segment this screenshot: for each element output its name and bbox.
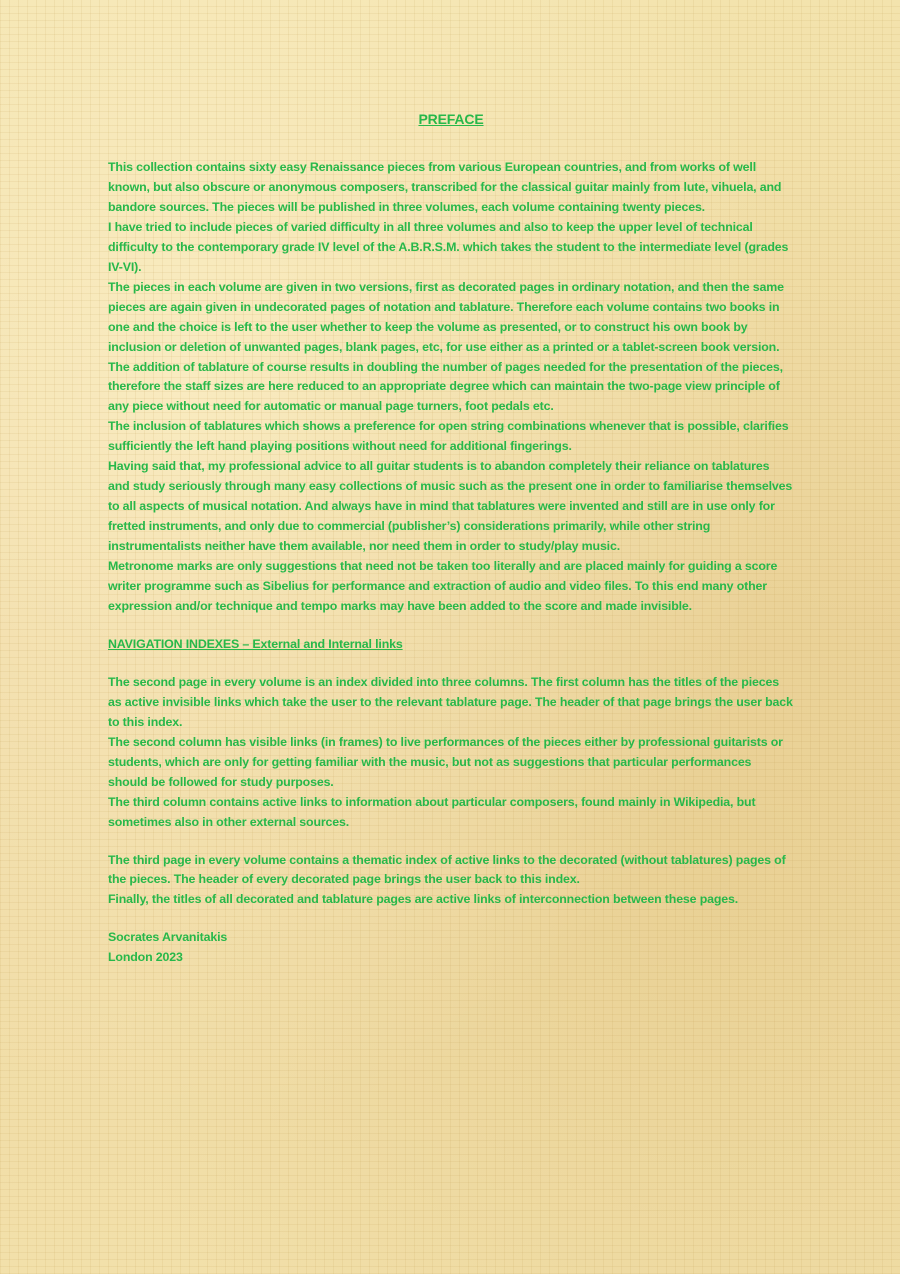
preface-paragraph: Metronome marks are only suggestions that need not be taken too literally and are placed mainly for guiding a score writer programme such as Sibelius for performance and extraction of audio and video files. To this end many other expression and/or technique and tempo marks may have been added to the score and made invisible. bbox=[108, 559, 778, 613]
navigation-heading: NAVIGATION INDEXES – External and Internal links bbox=[108, 636, 403, 651]
paragraph-gap bbox=[108, 910, 794, 928]
signature-name: Socrates Arvanitakis bbox=[108, 930, 228, 945]
page-title: PREFACE bbox=[418, 111, 484, 127]
navigation-paragraph: The third page in every volume contains a thematic index of active links to the decorated (without tablatures) pages of the pieces. The header of every decorated page brings the user back to this index. bbox=[108, 852, 786, 887]
navigation-paragraph: Finally, the titles of all decorated and tablature pages are active links of interconnection between these pages. bbox=[108, 892, 739, 907]
signature-place-date: London 2023 bbox=[108, 950, 183, 965]
preface-content bbox=[108, 108, 794, 968]
preface-paragraph: This collection contains sixty easy Renaissance pieces from various European countries, and from works of well known, but also obscure or anonymous composers, transcribed for the classical guitar mainly from lute, vihuela, and bandore sources. The pieces will be published in three volumes, each volume containing twenty pieces. bbox=[108, 160, 782, 214]
navigation-paragraph: The second page in every volume is an index divided into three columns. The first column has the titles of the pieces as active invisible links which take the user to the relevant tablature page. The header of that page brings the user back to this index. bbox=[108, 674, 793, 729]
preface-paragraph: The inclusion of tablatures which shows a preference for open string combinations whenever that is possible, clarifies sufficiently the left hand playing positions without need for additional fingerings. bbox=[108, 419, 789, 454]
preface-paragraph: I have tried to include pieces of varied difficulty in all three volumes and also to keep the upper level of technical difficulty to the contemporary grade IV level of the A.B.R.S.M. which takes the student to the intermediate level (grades IV-VI). bbox=[108, 219, 789, 274]
paragraph-gap bbox=[108, 833, 794, 851]
navigation-paragraph: The second column has visible links (in frames) to live performances of the pieces either by professional guitarists or students, which are only for getting familiar with the music, but not as suggestions that particular performances should be followed for study purposes. bbox=[108, 734, 783, 789]
preface-paragraph: Having said that, my professional advice to all guitar students is to abandon completely their reliance on tablatures and study seriously through many easy collections of music such as the present one in order to familiarise themselves to all aspects of musical notation. And always have in mind that tablatures were invented and still are in use only for fretted instruments, and only due to commercial (publisher’s) considerations primarily, while other string instrumentalists neither have them available, nor need them in order to study/play music. bbox=[108, 459, 793, 554]
preface-paragraph: The pieces in each volume are given in two versions, first as decorated pages in ordinary notation, and then the same pieces are again given in undecorated pages of notation and tablature. Therefore each volume contains two books in one and the choice is left to the user whether to keep the volume as presented, or to construct his own book by inclusion or deletion of unwanted pages, blank pages, etc, for use either as a printed or a tablet-screen book version. The addition of tablature of course results in doubling the number of pages needed for the presentation of the pieces, therefore the staff sizes are here reduced to an appropriate degree which can maintain the two-page view principle of any piece without need for automatic or manual page turners, foot pedals etc. bbox=[108, 279, 784, 414]
navigation-paragraph: The third column contains active links to information about particular composers, found mainly in Wikipedia, but sometimes also in other external sources. bbox=[108, 794, 756, 829]
